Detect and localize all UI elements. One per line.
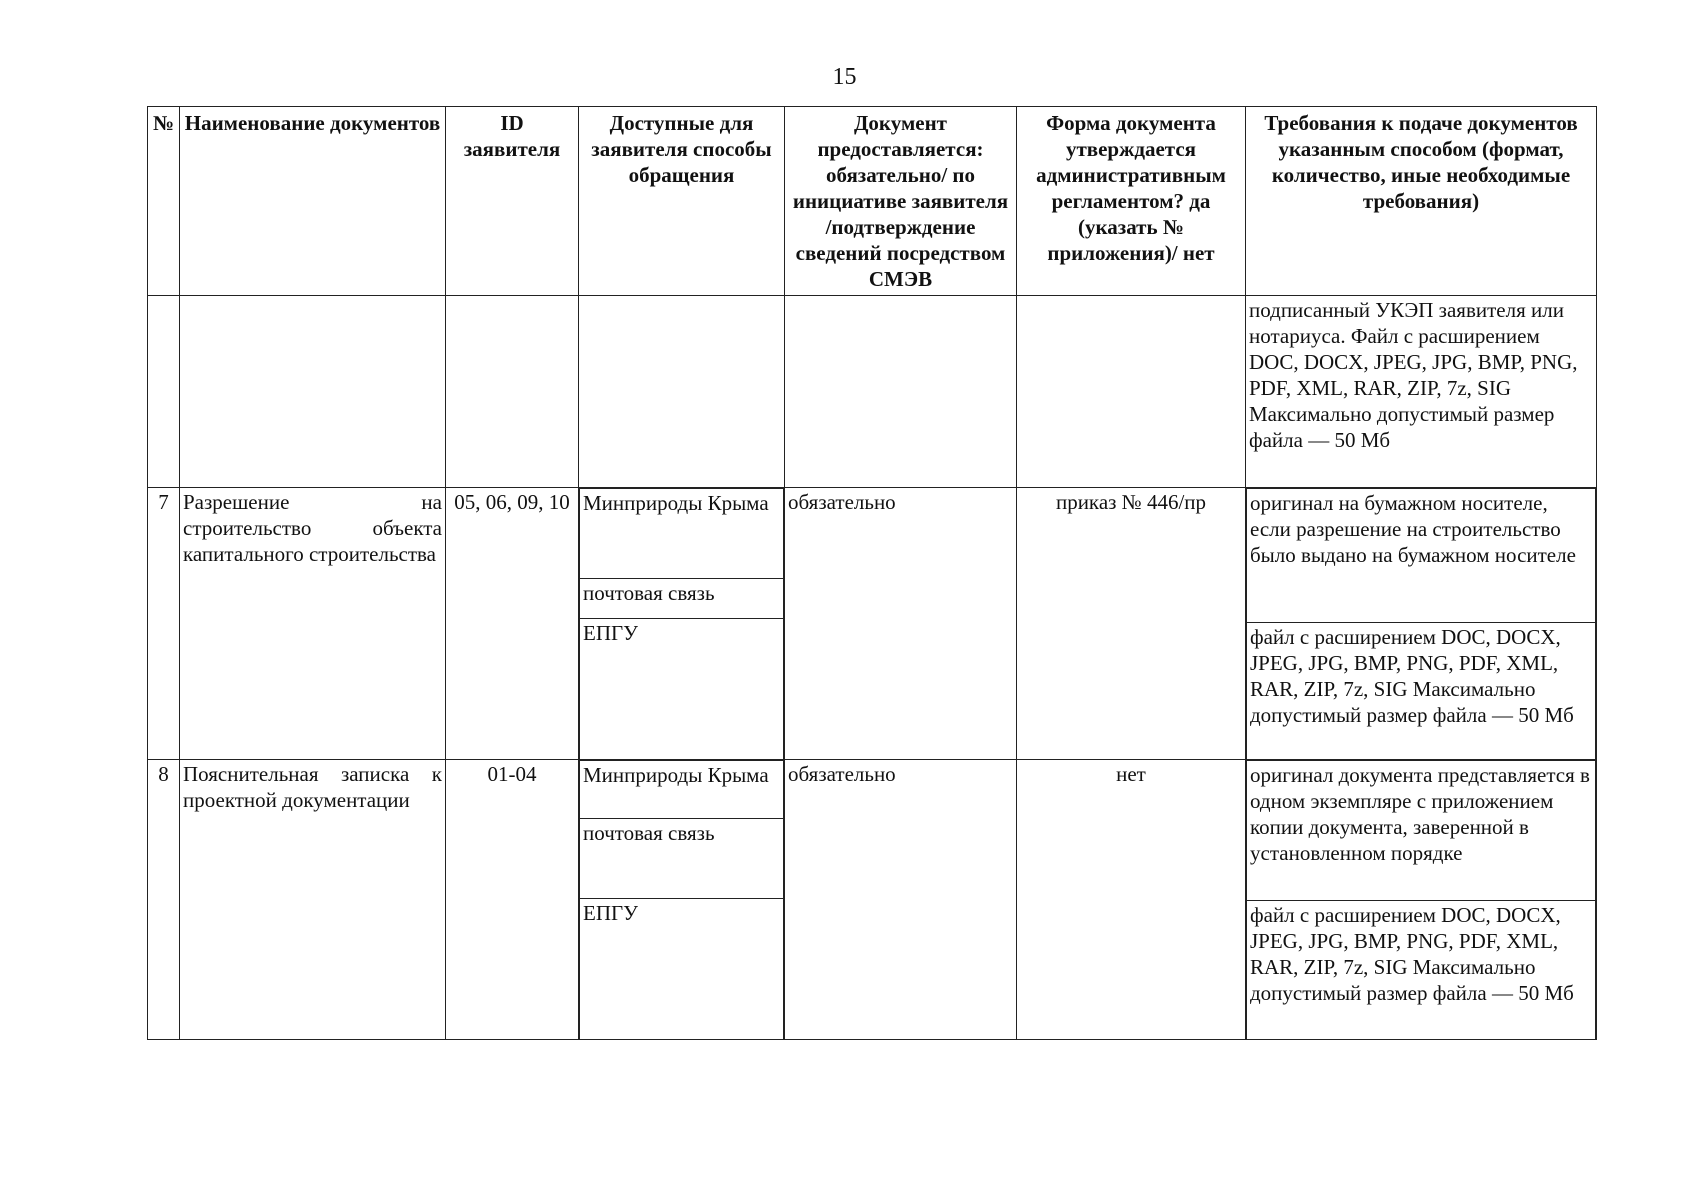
cell-name: Разрешение на строительство объекта капитального строительства [180, 488, 446, 760]
documents-table [147, 106, 1597, 1040]
requirement-item: файл с расширением DOC, DOCX, JPEG, JPG, BMP, PNG, PDF, XML, RAR, ZIP, 7z, SIG Максимально допустимый размер файла — 50 Мб [1247, 901, 1596, 1039]
cell-provided: обязательно [785, 488, 1017, 760]
page-number: 15 [832, 64, 857, 90]
cell-form: приказ № 446/пр [1017, 488, 1246, 760]
method-item: почтовая связь [580, 819, 784, 899]
cell-requirements: подписанный УКЭП заявителя или нотариуса. Файл с расширением DOC, DOCX, JPEG, JPG, BMP, PNG, PDF, XML, RAR, ZIP, 7z, SIG Максимально допустимый размер файла — 50 Мб [1246, 296, 1597, 488]
method-item: почтовая связь [580, 579, 784, 619]
method-item: Минприроды Крыма [580, 761, 784, 819]
cell-empty [148, 296, 180, 488]
cell-no: 8 [148, 760, 180, 1040]
cell-methods [579, 760, 785, 1040]
methods-list [579, 760, 784, 1039]
cell-requirements [1246, 760, 1597, 1040]
header-form: Форма документа утверждается административным регламентом? да (указать № приложения)/ нет [1017, 107, 1246, 296]
cell-methods [579, 488, 785, 760]
cell-id: 01-04 [446, 760, 579, 1040]
header-no: № [148, 107, 180, 296]
table-row [148, 488, 1597, 760]
requirements-list [1246, 760, 1596, 1039]
cell-empty [1017, 296, 1246, 488]
header-requirements: Требования к подаче документов указанным способом (формат, количество, иные необходимые требования) [1246, 107, 1597, 296]
cell-empty [446, 296, 579, 488]
table-row [148, 760, 1597, 1040]
cell-empty [785, 296, 1017, 488]
header-provided: Документ предоставляется: обязательно/ по инициативе заявителя /подтверждение сведений посредством СМЭВ [785, 107, 1017, 296]
table-header-row [148, 107, 1597, 296]
cell-form: нет [1017, 760, 1246, 1040]
method-item: Минприроды Крыма [580, 489, 784, 579]
cell-name: Пояснительная записка к проектной документации [180, 760, 446, 1040]
requirement-item: оригинал документа представляется в одном экземпляре с приложением копии документа, заверенной в установленном порядке [1247, 761, 1596, 901]
cell-empty [180, 296, 446, 488]
method-item: ЕПГУ [580, 619, 784, 759]
methods-list [579, 488, 784, 759]
header-id: ID заявителя [446, 107, 579, 296]
cell-provided: обязательно [785, 760, 1017, 1040]
cell-requirements [1246, 488, 1597, 760]
requirement-item: оригинал на бумажном носителе, если разрешение на строительство было выдано на бумажном носителе [1247, 489, 1596, 623]
cell-empty [579, 296, 785, 488]
cell-no: 7 [148, 488, 180, 760]
header-name: Наименование документов [180, 107, 446, 296]
requirement-item: файл с расширением DOC, DOCX, JPEG, JPG, BMP, PNG, PDF, XML, RAR, ZIP, 7z, SIG Максимально допустимый размер файла — 50 Мб [1247, 623, 1596, 759]
table-row-continuation [148, 296, 1597, 488]
requirements-list [1246, 488, 1596, 759]
header-methods: Доступные для заявителя способы обращения [579, 107, 785, 296]
cell-id: 05, 06, 09, 10 [446, 488, 579, 760]
method-item: ЕПГУ [580, 899, 784, 1039]
